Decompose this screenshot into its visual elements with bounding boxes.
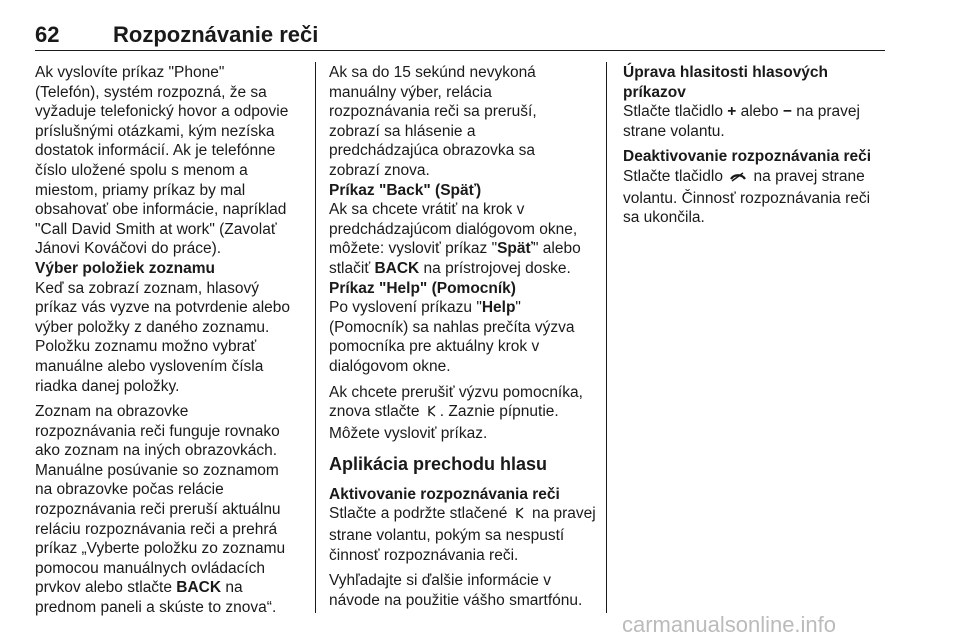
voice-command-icon xyxy=(426,404,438,424)
column-divider xyxy=(315,62,316,613)
paragraph: Vyhľadajte si ďalšie informácie v návode na použitie vášho smartfónu. xyxy=(329,572,583,609)
column-divider xyxy=(606,62,607,613)
subheading: Aktivovanie rozpoznávania reči xyxy=(329,485,560,503)
voice-command-icon xyxy=(514,506,526,526)
paragraph: Zoznam na obrazovke rozpoznávania reči funguje rovnako ako zoznam na iných obrazovkách. Manuálne posúvanie so zoznamom na obrazovke počas relácie rozpoznávania reči preruší aktuálnu reláciu rozpoznávania reči a prehrá príkaz „Vyberte položku zo zoznamu pomocou manuálnych ovládacích prvkov alebo stlačte BACK na prednom paneli a skúste to znova“. xyxy=(35,403,286,617)
column-2 xyxy=(329,63,597,610)
section-heading: Aplikácia prechodu hlasu xyxy=(329,454,548,475)
watermark: carmanualsonline.info xyxy=(622,612,837,637)
paragraph: Ak chcete prerušiť výzvu pomocníka, znova stlačte . Zaznie pípnutie. Môžete vysloviť príkaz. xyxy=(329,383,583,442)
subheading: Výber položiek zoznamu xyxy=(35,259,216,277)
plus-icon: + xyxy=(727,103,737,121)
paragraph: Ak sa do 15 sekúnd nevykoná manuálny výber, relácia rozpoznávania reči sa preruší, zobrazí sa hlásenie a predchádzajúca obrazovka sa zobrazí znova. xyxy=(329,64,537,179)
paragraph: Deaktivovanie rozpoznávania reči Stlačte tlačidlo na pravej strane volantu. Činnosť rozpoznávania reči sa ukončila. xyxy=(623,147,885,227)
page-number: 62 xyxy=(35,22,60,47)
subheading: Príkaz "Back" (Späť) xyxy=(329,181,482,199)
subheading: Úprava hlasitosti hlasových príkazov xyxy=(623,64,829,101)
page-title: Rozpoznávanie reči xyxy=(113,22,319,47)
subheading: Deaktivovanie rozpoznávania reči xyxy=(623,148,872,166)
page-header xyxy=(35,22,885,48)
minus-icon: − xyxy=(782,103,792,121)
column-3 xyxy=(623,63,885,228)
paragraph: Úprava hlasitosti hlasových príkazov Stlačte tlačidlo + alebo − na pravej strane volantu. xyxy=(623,63,885,141)
paragraph: Aktivovanie rozpoznávania reči Stlačte a podržte stlačené na pravej strane volantu, pokým sa nespustí činnosť rozpoznávania reči. xyxy=(329,485,596,564)
paragraph: Príkaz "Help" (Pomocník) Po vyslovení príkazu "Help" (Pomocník) sa nahlas prečíta výzva pomocníka pre aktuálny krok v dialógovom okne. xyxy=(329,279,597,377)
paragraph: Keď sa zobrazí zoznam, hlasový príkaz vás vyzve na potvrdenie alebo výber položky z daného zoznamu. Položku zoznamu možno vybrať manuálne alebo vyslovením čísla riadka danej položky. xyxy=(35,279,291,395)
paragraph: Príkaz "Back" (Späť) Ak sa chcete vrátiť na krok v predchádzajúcom dialógovom okne, môžete: vysloviť príkaz "Späť" alebo stlačiť BACK na prístrojovej doske. xyxy=(329,181,597,279)
paragraph: Ak vyslovíte príkaz "Phone" (Telefón), systém rozpozná, že sa vyžaduje telefonický hovor a odpovie príslušnými otázkami, kým nezíska dostatok informácií. Ak je telefónne číslo uložené spolu s menom a miestom, priamy príkaz by mal obsahovať obe informácie, napríklad "Call David Smith at work" (Zavolať Jánovi Kováčovi do práce). xyxy=(35,64,289,258)
end-call-icon xyxy=(729,169,747,189)
column-1 xyxy=(35,63,313,618)
subheading: Príkaz "Help" (Pomocník) xyxy=(329,279,516,297)
header-rule xyxy=(35,50,885,51)
back-keyword: BACK xyxy=(176,579,222,597)
